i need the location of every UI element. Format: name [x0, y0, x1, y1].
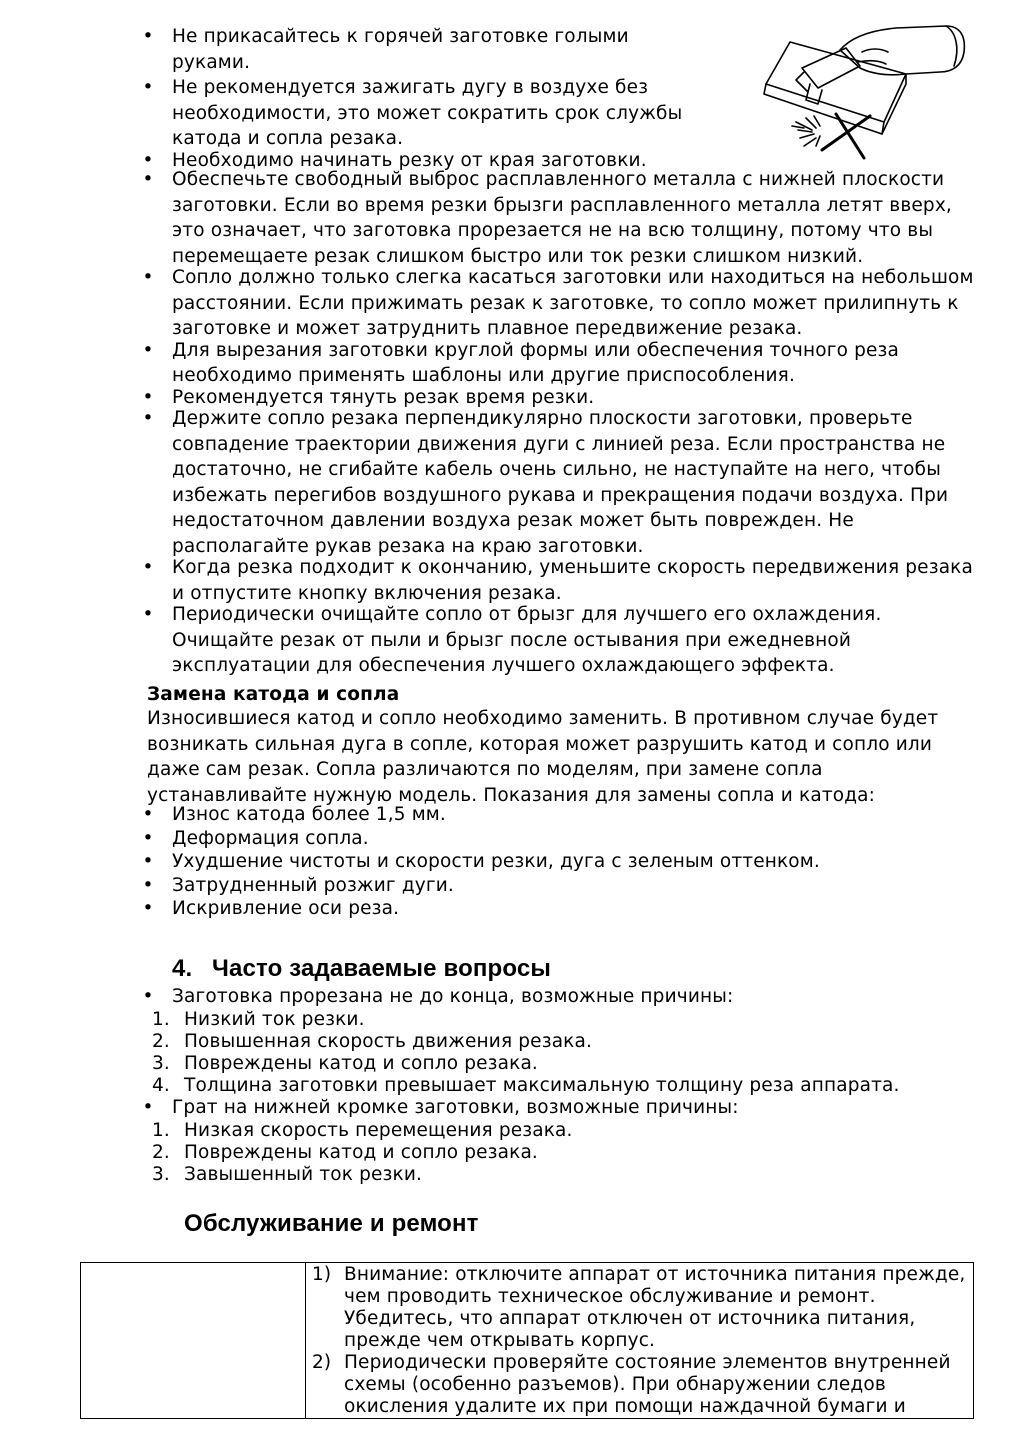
faq-answers-2 [0, 1120, 990, 1186]
list-item: • Затрудненный розжиг дуги. [0, 874, 990, 898]
top-bullet-list [0, 24, 700, 173]
faq-heading-number: 4. [172, 955, 193, 982]
torch-hand-illustration [756, 22, 968, 164]
bullet-icon: • [142, 149, 154, 171]
service-list [306, 1264, 973, 1418]
bullet-icon: • [142, 1097, 154, 1118]
list-item: 2. Повышенная скорость движения резака. [152, 1031, 593, 1052]
bullet-icon: • [142, 169, 154, 190]
table-cell-empty [81, 1263, 306, 1419]
section-paragraph: Износившиеся катод и сопло необходимо заменить. В противном случае будет возникать сильная дуга в сопле, которая может разрушить катод и сопло или даже сам резак. Сопла различаются по моделям, при замене сопла устанавливайте нужную модель. Показания для замены сопла и катода: [147, 708, 939, 806]
bullet-icon: • [142, 408, 154, 429]
list-item: • Держите сопло резака перпендикулярно плоскости заготовки, проверьте совпадение траектории движения дуги с линией реза. Если пространства не достаточно, не сгибайте кабель очень сильно, не наступайте на него, чтобы избежать перегибов воздушного рукава и прекращения подачи воздуха. При недостаточном давлении воздуха резак может быть поврежден. Не располагайте рукав резака на краю заготовки. [0, 406, 990, 559]
list-item: 1. Низкая скорость перемещения резака. [152, 1120, 573, 1141]
list-item: 4. Толщина заготовки превышает максимальную толщину реза аппарата. [152, 1075, 900, 1096]
list-item: • Для вырезания заготовки круглой формы или обеспечения точного реза необходимо применять шаблоны или другие приспособления. [0, 338, 932, 389]
main-bullet-list [0, 167, 990, 679]
list-item: • Когда резка подходит к окончанию, уменьшите скорость передвижения резака и отпустите кнопку включения резака. [0, 555, 990, 606]
list-item: 3. Завышенный ток резки. [152, 1164, 423, 1185]
faq-heading [172, 955, 551, 983]
bullet-icon: • [142, 339, 154, 361]
table-cell-instructions [306, 1263, 974, 1419]
section-subheading: Замена катода и сопла [147, 684, 400, 705]
table-row [81, 1263, 974, 1419]
bullet-icon: • [142, 874, 154, 896]
bullet-icon: • [142, 804, 154, 825]
faq-answers-1 [0, 1009, 990, 1097]
list-item: • Не прикасайтесь к горячей заготовке голыми руками. [0, 24, 700, 75]
list-item: 3. Повреждены катод и сопло резака. [152, 1053, 538, 1074]
list-item: • Заготовка прорезана не до конца, возможные причины: [0, 986, 990, 1008]
bullet-icon: • [142, 557, 154, 578]
faq-heading-title: Часто задаваемые вопросы [212, 955, 551, 982]
bullet-icon: • [142, 898, 154, 919]
list-item: 2) Периодически проверяйте состояние элементов внутренней схемы (особенно разъемов). При обнаружении следов окисления удалите их при помощи наждачной бумаги и [312, 1352, 951, 1417]
replacement-bullet-list [0, 803, 990, 921]
list-item: 1) Внимание: отключите аппарат от источника питания прежде, чем проводить техническое обслуживание и ремонт. Убедитесь, что аппарат отключен от источника питания, прежде чем открывать корпус. [312, 1264, 966, 1351]
list-item: • Обеспечьте свободный выброс расплавленного металла с нижней плоскости заготовки. Если во время резки брызги расплавленного металла летят вверх, это означает, что заготовка прорезается не на всю толщину, потому что вы перемещаете резак слишком быстро или ток резки слишком низкий. [0, 167, 990, 269]
list-item: • Не рекомендуется зажигать дугу в воздухе без необходимости, это может сократить срок службы катода и сопла резака. [0, 75, 690, 152]
list-item: • Грат на нижней кромке заготовки, возможные причины: [0, 1097, 990, 1119]
service-table [80, 1262, 974, 1419]
bullet-icon: • [142, 851, 154, 872]
list-item: • Искривление оси реза. [0, 897, 990, 921]
bullet-icon: • [142, 26, 154, 47]
list-item: • Необходимо начинать резку от края заготовки. [0, 148, 700, 174]
bullet-icon: • [142, 604, 154, 625]
bullet-icon: • [142, 827, 154, 849]
bullet-icon: • [142, 986, 154, 1007]
list-item: • Периодически очищайте сопло от брызг для лучшего его охлаждения. Очищайте резак от пыли и брызг после остывания при ежедневной эксплуатации для обеспечения лучшего охлаждающего эффекта. [0, 602, 902, 679]
service-heading: Обслуживание и ремонт [184, 1210, 479, 1237]
list-item: 1. Низкий ток резки. [152, 1009, 365, 1030]
list-item: • Рекомендуется тянуть резак время резки. [0, 385, 990, 411]
faq-question-1 [0, 986, 990, 1008]
bullet-icon: • [142, 267, 154, 288]
list-item: • Сопло должно только слегка касаться заготовки или находиться на небольшом расстоянии. Если прижимать резак к заготовке, то сопло может прилипнуть к заготовке и может затруднить плавное передвижение резака. [0, 265, 990, 342]
list-item: 2. Повреждены катод и сопло резака. [152, 1142, 538, 1163]
bullet-icon: • [142, 77, 154, 98]
list-item: • Ухудшение чистоты и скорости резки, дуга с зеленым оттенком. [0, 850, 990, 874]
list-item: • Износ катода более 1,5 мм. [0, 803, 990, 827]
bullet-icon: • [142, 386, 154, 408]
list-item: • Деформация сопла. [0, 827, 990, 851]
faq-question-2 [0, 1097, 990, 1119]
